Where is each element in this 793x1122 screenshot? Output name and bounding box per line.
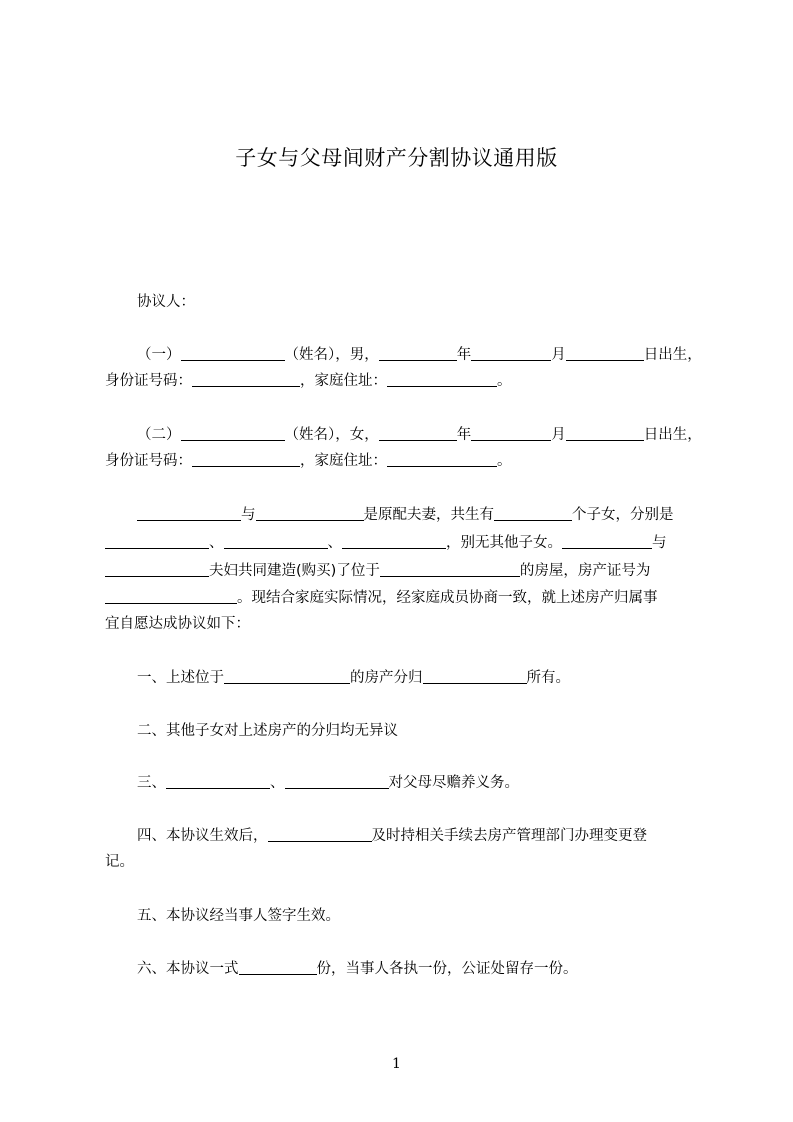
party2-month-blank[interactable]	[471, 424, 551, 441]
clause-4-line2: 记。	[105, 854, 134, 870]
clause1-location-blank[interactable]	[224, 667, 350, 684]
clause-4-line1: 四、本协议生效后， 及时持相关手续去房产管理部门办理变更登	[137, 823, 737, 849]
clause-3: 三、 、 对父母尽赡养义务。	[137, 770, 737, 796]
clause-1: 一、上述位于 的房产分归 所有。	[137, 665, 737, 691]
clause1-owner-blank[interactable]	[423, 667, 527, 684]
party2-year-blank[interactable]	[379, 424, 457, 441]
party1-month-blank[interactable]	[471, 344, 551, 361]
party2-line1: （二） （姓名），女， 年 月 日出生，	[137, 422, 737, 448]
body-line2: 、 、 ，别无其他子女。 与	[105, 530, 705, 556]
owner2-blank[interactable]	[105, 560, 209, 577]
property-cert-blank[interactable]	[105, 587, 237, 604]
copies-count-blank[interactable]	[239, 958, 317, 975]
spouse2-blank[interactable]	[256, 504, 364, 521]
children-count-blank[interactable]	[494, 504, 572, 521]
party1-day-blank[interactable]	[566, 344, 644, 361]
spouse1-blank[interactable]	[137, 504, 241, 521]
clause-2: 二、其他子女对上述房产的分归均无异议	[137, 723, 398, 739]
document-title: 子女与父母间财产分割协议通用版	[235, 146, 558, 170]
party1-name-blank[interactable]	[181, 344, 285, 361]
child2-blank[interactable]	[224, 532, 328, 549]
party1-address-blank[interactable]	[387, 370, 497, 387]
clause-6: 六、本协议一式 份，当事人各执一份，公证处留存一份。	[137, 956, 737, 982]
party2-line2: 身份证号码： ，家庭住址： 。	[105, 448, 705, 474]
party2-day-blank[interactable]	[566, 424, 644, 441]
body-line3: 夫妇共同建造(购买)了位于 的房屋，房产证号为	[105, 558, 705, 584]
clause-5: 五、本协议经当事人签字生效。	[137, 908, 340, 924]
owner1-blank[interactable]	[562, 532, 652, 549]
clause4-person-blank[interactable]	[268, 825, 372, 842]
body-line1: 与 是原配夫妻，共生有 个子女，分别是	[137, 502, 737, 528]
party1-line2: 身份证号码： ，家庭住址： 。	[105, 368, 705, 394]
party1-id-blank[interactable]	[192, 370, 300, 387]
body-line5: 宜自愿达成协议如下：	[105, 616, 250, 632]
party1-line1: （一） （姓名），男， 年 月 日出生，	[137, 342, 737, 368]
clause3-person1-blank[interactable]	[166, 772, 270, 789]
child3-blank[interactable]	[342, 532, 446, 549]
party2-id-blank[interactable]	[192, 450, 300, 467]
clause3-person2-blank[interactable]	[285, 772, 389, 789]
party2-name-blank[interactable]	[181, 424, 285, 441]
parties-label: 协议人：	[137, 294, 195, 310]
property-location-blank[interactable]	[380, 560, 520, 577]
party1-year-blank[interactable]	[379, 344, 457, 361]
page-number: 1	[392, 1056, 401, 1072]
body-line4: 。现结合家庭实际情况，经家庭成员协商一致，就上述房产归属事	[105, 585, 705, 611]
child1-blank[interactable]	[105, 532, 209, 549]
party2-address-blank[interactable]	[387, 450, 497, 467]
